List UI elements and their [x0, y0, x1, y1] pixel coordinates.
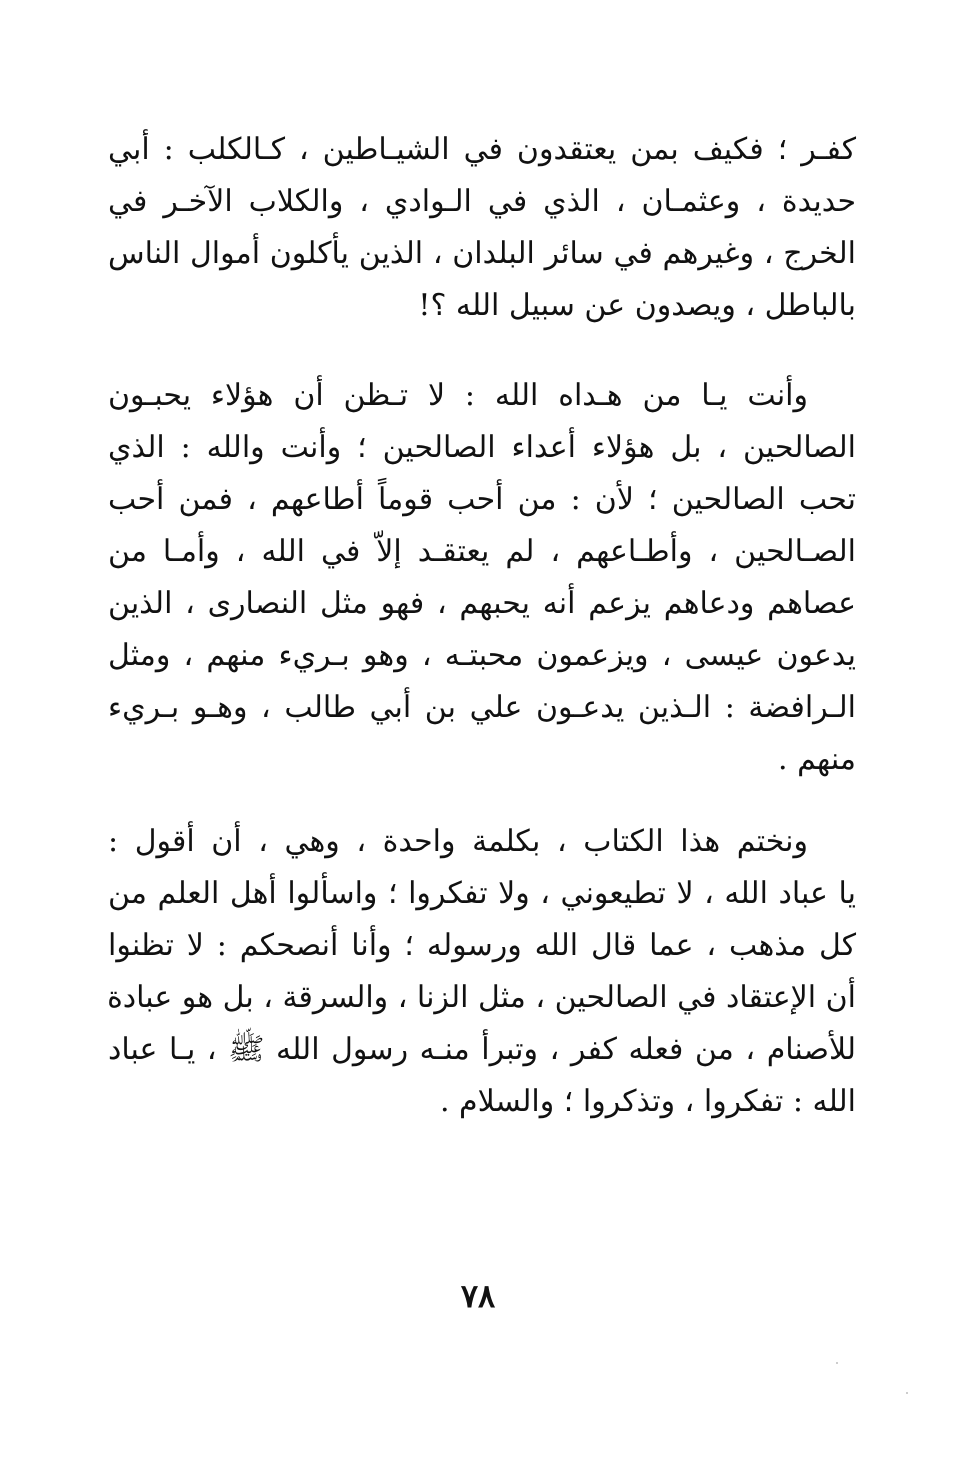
text-line: منهم .: [778, 742, 856, 777]
text-line: عصاهم ودعاهم يزعم أنه يحبهم ، فهو مثل النصارى ، الذين: [108, 586, 856, 621]
paragraph-1: [108, 124, 856, 332]
text-line: الخرج ، وغيرهم في سائر البلدان ، الذين يأكلون أموال الناس: [108, 236, 856, 271]
text-line: حديدة ، وعثمـان ، الذي في الـوادي ، والكلاب الآخـر في: [108, 184, 856, 219]
text-line: كل مذهب ، عما قال الله ورسوله ؛ وأنا أنصحكم : لا تظنوا: [108, 928, 856, 963]
text-line: يا عباد الله ، لا تطيعوني ، ولا تفكروا ؛ واسألوا أهل العلم من: [108, 876, 856, 911]
text-line: وأنت يـا من هـداه الله : لا تـظن أن هؤلاء يحبـون: [108, 378, 808, 413]
text-line: للأصنام ، من فعله كفر ، وتبرأ منـه رسول الله ﷺ ، يـا عباد: [108, 1032, 856, 1067]
text-line: بالباطل ، ويصدون عن سبيل الله ؟!: [418, 288, 856, 323]
scan-speck: [906, 1392, 908, 1394]
text-line: ونختم هذا الكتاب ، بكلمة واحدة ، وهي ، أن أقول :: [108, 824, 808, 859]
paragraph-3: [108, 816, 856, 1128]
scan-speck: [836, 1362, 838, 1364]
paragraph-2: [108, 370, 856, 786]
text-line: تحب الصالحين ؛ لأن : من أحب قوماً أطاعهم ، فمن أحب: [108, 482, 856, 517]
text-line: أن الإعتقاد في الصالحين ، مثل الزنا ، والسرقة ، بل هو عبادة: [107, 980, 856, 1015]
text-line: كفـر ؛ فكيف بمن يعتقدون في الشيـاطين ، كـالكلب : أبي: [108, 132, 856, 167]
text-line: الصـالحين ، وأطـاعهم ، لم يعتقـد إلاّ في الله ، وأمـا من: [108, 534, 856, 569]
text-line: الله : تفكروا ، وتذكروا ؛ والسلام .: [439, 1084, 856, 1119]
text-line: الـرافضة : الـذين يدعـون علي بن أبي طالب ، وهـو بـريء: [108, 690, 856, 725]
text-line: الصالحين ، بل هؤلاء أعداء الصالحين ؛ وأنت والله : الذي: [108, 430, 856, 465]
page-number: ٧٨: [460, 1277, 496, 1315]
text-line: يدعون عيسى ، ويزعمون محبتـه ، وهو بـريء منهم ، ومثل: [108, 638, 856, 673]
